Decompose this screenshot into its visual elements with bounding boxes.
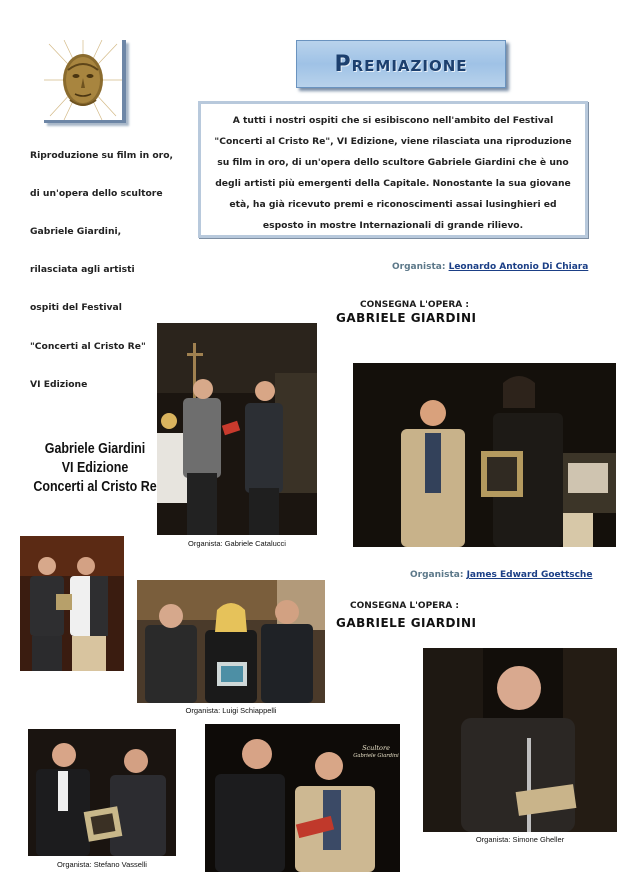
photo-vasselli: [28, 729, 176, 856]
caption-vasselli: Organista: Stefano Vasselli: [57, 860, 147, 869]
sidebar-line: rilasciata agli artisti: [30, 264, 135, 275]
organista-label: Organista:: [410, 570, 464, 580]
sidebar-line: Riproduzione su film in oro,: [30, 150, 174, 161]
block-title-line: VI Edizione: [61, 460, 129, 476]
photo-schiappelli: [137, 580, 325, 703]
sidebar-line: "Concerti al Cristo Re": [30, 341, 146, 352]
sidebar-line: ospiti del Festival: [30, 302, 122, 313]
organista-name-link[interactable]: James Edward Goettsche: [466, 570, 593, 580]
photo-small-left: [20, 536, 124, 671]
watermark-signature: [352, 744, 400, 760]
consegna-label: CONSEGNA L'OPERA :: [360, 300, 469, 310]
gold-face-relief-image: [44, 40, 122, 120]
artist-name: GABRIELE GIARDINI: [336, 616, 477, 630]
organista-line-2: [410, 570, 592, 580]
sidebar-line: Gabriele Giardini,: [30, 226, 122, 237]
caption-schiappelli: Organista: Luigi Schiappelli: [185, 706, 277, 715]
photo-dichiara: [353, 363, 616, 547]
photo-catalucci: [157, 323, 317, 535]
watermark-line: Scultore: [362, 744, 390, 752]
watermark-line: Gabriele Giardini: [353, 753, 399, 759]
caption-gheller: Organista: Simone Gheller: [475, 835, 565, 844]
intro-text: A tutti i nostri ospiti che si esibiscono nell'ambito del Festival "Concerti al Cristo Re", VI Edizione, viene rilasciata una riproduzione su film in oro, di un'opera dello scultore Gabriele Giardini che è uno degli artisti più emergenti della Capitale. Nonostante la sua giovane età, ha già ricevuto premi e riconoscimenti assai lusinghieri ed esposto in mostre Internazionali di grande rilievo.: [214, 115, 572, 231]
photo-gheller: [423, 648, 617, 832]
page-title: Premiazione: [334, 51, 468, 77]
block-title: [31, 440, 160, 497]
caption-catalucci: Organista: Gabriele Catalucci: [188, 539, 286, 548]
intro-box: [198, 101, 588, 238]
artist-name: GABRIELE GIARDINI: [336, 311, 477, 325]
sculpture-logo: [44, 40, 126, 123]
consegna-label: CONSEGNA L'OPERA :: [350, 601, 459, 611]
organista-label: Organista:: [392, 262, 446, 272]
organista-name-link[interactable]: Leonardo Antonio Di Chiara: [448, 262, 589, 272]
page-title-banner: [296, 40, 506, 88]
sidebar-line: VI Edizione: [30, 379, 88, 390]
organista-line-1: [392, 262, 588, 272]
block-title-line: Gabriele Giardini: [44, 441, 146, 457]
block-title-line: Concerti al Cristo Re: [33, 479, 157, 495]
sidebar-line: di un'opera dello scultore: [30, 188, 163, 199]
